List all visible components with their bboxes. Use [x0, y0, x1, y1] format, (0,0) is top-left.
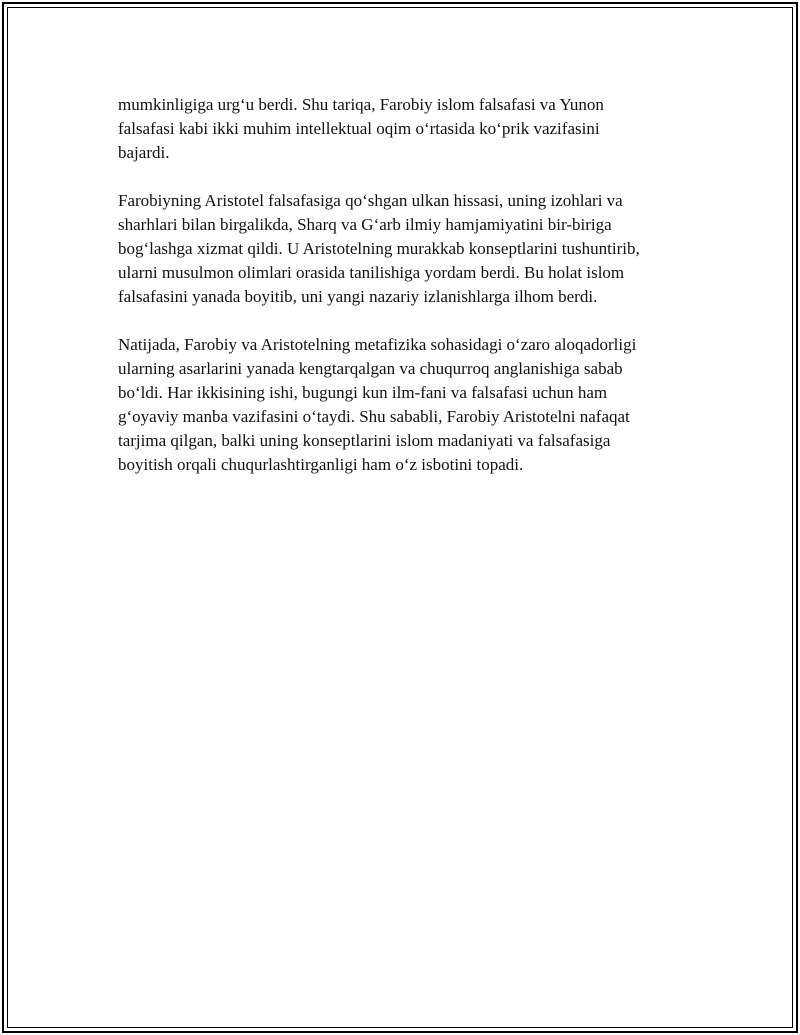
paragraph-2: Farobiyning Aristotel falsafasiga qo‘shgan ulkan hissasi, uning izohlari va sharhlari bilan birgalikda, Sharq va G‘arb ilmiy hamjamiyatini bir-biriga bog‘lashga xizmat qildi. U Aristotelning murakkab konseptlarini tushuntirib, ularni musulmon olimlari orasida tanilishiga yordam berdi. Bu holat islom falsafasini yanada boyitib, uni yangi nazariy izlanishlarga ilhom berdi. [118, 191, 640, 306]
paragraph-3: Natijada, Farobiy va Aristotelning metafizika sohasidagi o‘zaro aloqadorligi ularning asarlarini yanada kengtarqalgan va chuqurroq anglanishiga sabab bo‘ldi. Har ikkisining ishi, bugungi kun ilm-fani va falsafasi uchun ham g‘oyaviy manba vazifasini o‘taydi. Shu sababli, Farobiy Aristotelni nafaqat tarjima qilgan, balki uning konseptlarini islom madaniyati va falsafasiga boyitish orqali chuqurlashtirganligi ham o‘z isbotini topadi. [118, 335, 637, 474]
paragraph-1: mumkinligiga urg‘u berdi. Shu tariqa, Farobiy islom falsafasi va Yunon falsafasi kabi ikki muhim intellektual oqim o‘rtasida ko‘prik vazifasini bajardi. [118, 95, 604, 162]
document-body [118, 93, 698, 501]
